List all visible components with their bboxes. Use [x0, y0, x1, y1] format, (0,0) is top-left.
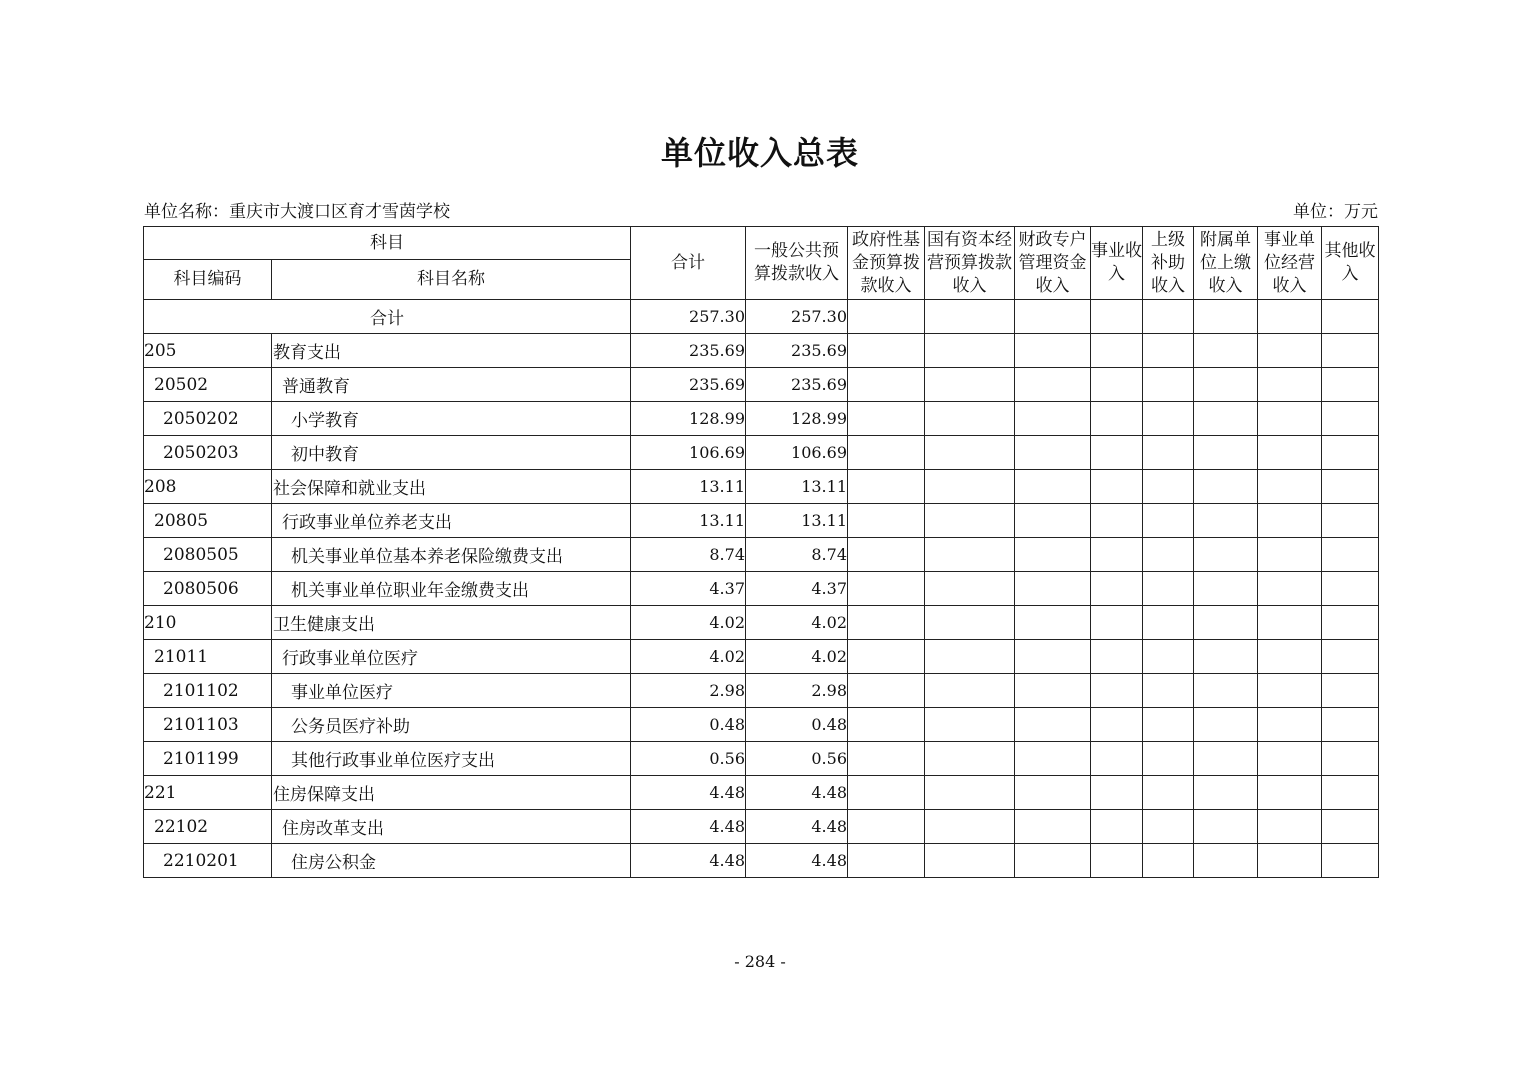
subject-name-cell: 普通教育	[272, 368, 631, 402]
header-total: 合计	[631, 227, 746, 300]
empty-cell	[1322, 776, 1379, 810]
table-header	[144, 227, 1379, 300]
empty-cell	[1194, 572, 1258, 606]
total-cell: 8.74	[631, 538, 746, 572]
subject-name-cell: 其他行政事业单位医疗支出	[272, 742, 631, 776]
empty-cell	[1091, 844, 1143, 878]
empty-cell	[1258, 300, 1322, 334]
empty-cell	[848, 538, 925, 572]
empty-cell	[1194, 742, 1258, 776]
total-row-label: 合计	[144, 300, 631, 334]
total-cell: 4.48	[631, 810, 746, 844]
total-cell: 4.02	[631, 606, 746, 640]
table-row	[144, 470, 1379, 504]
general-budget-cell: 235.69	[746, 334, 848, 368]
empty-cell	[1194, 844, 1258, 878]
empty-cell	[1015, 742, 1091, 776]
empty-cell	[848, 640, 925, 674]
subject-code-cell: 2080505	[144, 538, 272, 572]
empty-cell	[1258, 436, 1322, 470]
total-cell: 4.02	[631, 640, 746, 674]
general-budget-cell: 4.48	[746, 776, 848, 810]
empty-cell	[1091, 810, 1143, 844]
empty-cell	[1143, 742, 1194, 776]
total-row	[144, 300, 1379, 334]
empty-cell	[1258, 402, 1322, 436]
empty-cell	[1143, 844, 1194, 878]
subject-code-cell: 2101103	[144, 708, 272, 742]
empty-cell	[1322, 368, 1379, 402]
empty-cell	[848, 334, 925, 368]
empty-cell	[1194, 776, 1258, 810]
table-row	[144, 640, 1379, 674]
empty-cell	[1322, 742, 1379, 776]
subject-name-cell: 行政事业单位养老支出	[272, 504, 631, 538]
empty-cell	[848, 708, 925, 742]
empty-cell	[1258, 606, 1322, 640]
empty-cell	[925, 810, 1015, 844]
empty-cell	[1015, 810, 1091, 844]
empty-cell	[1091, 674, 1143, 708]
empty-cell	[1091, 504, 1143, 538]
general-budget-cell: 4.02	[746, 606, 848, 640]
header-superior-subsidy: 上级补助收入	[1143, 227, 1194, 300]
table-meta	[144, 197, 1378, 221]
empty-cell	[1194, 334, 1258, 368]
empty-cell	[925, 538, 1015, 572]
subject-code-cell: 2080506	[144, 572, 272, 606]
subject-name-cell: 小学教育	[272, 402, 631, 436]
empty-cell	[925, 436, 1015, 470]
empty-cell	[1015, 674, 1091, 708]
empty-cell	[1015, 606, 1091, 640]
empty-cell	[1258, 708, 1322, 742]
empty-cell	[1015, 368, 1091, 402]
empty-cell	[1091, 402, 1143, 436]
total-cell: 4.48	[631, 776, 746, 810]
table-row	[144, 368, 1379, 402]
general-budget-cell: 106.69	[746, 436, 848, 470]
empty-cell	[1258, 470, 1322, 504]
empty-cell	[848, 674, 925, 708]
empty-cell	[1143, 572, 1194, 606]
empty-cell	[1015, 708, 1091, 742]
empty-cell	[1143, 368, 1194, 402]
header-gov-fund: 政府性基金预算拨款收入	[848, 227, 925, 300]
subject-code-cell: 2210201	[144, 844, 272, 878]
empty-cell	[1258, 844, 1322, 878]
income-summary-table	[143, 226, 1379, 878]
empty-cell	[848, 742, 925, 776]
total-cell: 235.69	[631, 334, 746, 368]
table-row	[144, 776, 1379, 810]
empty-cell	[925, 776, 1015, 810]
empty-cell	[1194, 538, 1258, 572]
empty-cell	[925, 674, 1015, 708]
subject-name-cell: 机关事业单位职业年金缴费支出	[272, 572, 631, 606]
empty-cell	[925, 402, 1015, 436]
subject-name-cell: 教育支出	[272, 334, 631, 368]
empty-cell	[1322, 810, 1379, 844]
empty-cell	[848, 810, 925, 844]
table-row	[144, 844, 1379, 878]
total-cell: 2.98	[631, 674, 746, 708]
general-budget-cell: 13.11	[746, 470, 848, 504]
empty-cell	[1194, 504, 1258, 538]
empty-cell	[1194, 300, 1258, 334]
empty-cell	[1322, 606, 1379, 640]
subject-code-cell: 2101102	[144, 674, 272, 708]
general-budget-cell: 4.02	[746, 640, 848, 674]
subject-code-cell: 2101199	[144, 742, 272, 776]
empty-cell	[925, 572, 1015, 606]
empty-cell	[1091, 708, 1143, 742]
table-body	[144, 300, 1379, 878]
empty-cell	[1143, 606, 1194, 640]
empty-cell	[1258, 368, 1322, 402]
empty-cell	[925, 708, 1015, 742]
subject-name-cell: 社会保障和就业支出	[272, 470, 631, 504]
empty-cell	[1194, 368, 1258, 402]
empty-cell	[1015, 640, 1091, 674]
general-budget-cell: 2.98	[746, 674, 848, 708]
header-general-budget: 一般公共预算拨款收入	[746, 227, 848, 300]
empty-cell	[1143, 436, 1194, 470]
empty-cell	[1258, 538, 1322, 572]
total-cell: 0.48	[631, 708, 746, 742]
table-row	[144, 334, 1379, 368]
general-budget-cell: 4.37	[746, 572, 848, 606]
empty-cell	[925, 470, 1015, 504]
empty-cell	[1258, 776, 1322, 810]
empty-cell	[1015, 504, 1091, 538]
general-budget-cell: 4.48	[746, 810, 848, 844]
empty-cell	[1143, 334, 1194, 368]
empty-cell	[1015, 402, 1091, 436]
empty-cell	[1143, 708, 1194, 742]
header-operating-income: 事业单位经营收入	[1258, 227, 1322, 300]
empty-cell	[1015, 538, 1091, 572]
subject-name-cell: 住房保障支出	[272, 776, 631, 810]
total-row-general-budget: 257.30	[746, 300, 848, 334]
empty-cell	[1091, 572, 1143, 606]
empty-cell	[848, 844, 925, 878]
empty-cell	[1194, 470, 1258, 504]
empty-cell	[1194, 674, 1258, 708]
empty-cell	[1143, 810, 1194, 844]
empty-cell	[1322, 300, 1379, 334]
general-budget-cell: 8.74	[746, 538, 848, 572]
empty-cell	[848, 572, 925, 606]
table-row	[144, 606, 1379, 640]
empty-cell	[1091, 538, 1143, 572]
empty-cell	[1322, 572, 1379, 606]
total-cell: 13.11	[631, 504, 746, 538]
subject-name-cell: 住房改革支出	[272, 810, 631, 844]
empty-cell	[848, 402, 925, 436]
empty-cell	[1143, 470, 1194, 504]
empty-cell	[848, 606, 925, 640]
subject-name-cell: 事业单位医疗	[272, 674, 631, 708]
empty-cell	[1091, 334, 1143, 368]
subject-name-cell: 初中教育	[272, 436, 631, 470]
empty-cell	[1091, 470, 1143, 504]
empty-cell	[1258, 572, 1322, 606]
empty-cell	[1143, 640, 1194, 674]
header-state-capital: 国有资本经营预算拨款收入	[925, 227, 1015, 300]
empty-cell	[925, 368, 1015, 402]
empty-cell	[1015, 776, 1091, 810]
empty-cell	[1091, 436, 1143, 470]
subject-code-cell: 20805	[144, 504, 272, 538]
table-row	[144, 708, 1379, 742]
subject-code-cell: 210	[144, 606, 272, 640]
subject-code-cell: 205	[144, 334, 272, 368]
empty-cell	[1194, 640, 1258, 674]
empty-cell	[1194, 436, 1258, 470]
empty-cell	[1322, 470, 1379, 504]
subject-code-cell: 21011	[144, 640, 272, 674]
subject-code-cell: 22102	[144, 810, 272, 844]
empty-cell	[848, 368, 925, 402]
total-cell: 13.11	[631, 470, 746, 504]
empty-cell	[1015, 334, 1091, 368]
table-row	[144, 436, 1379, 470]
empty-cell	[1143, 674, 1194, 708]
empty-cell	[1322, 504, 1379, 538]
empty-cell	[1258, 640, 1322, 674]
total-cell: 128.99	[631, 402, 746, 436]
general-budget-cell: 235.69	[746, 368, 848, 402]
subject-code-cell: 2050202	[144, 402, 272, 436]
empty-cell	[1015, 470, 1091, 504]
total-row-total: 257.30	[631, 300, 746, 334]
empty-cell	[1015, 300, 1091, 334]
subject-name-cell: 卫生健康支出	[272, 606, 631, 640]
page-title: 单位收入总表	[660, 134, 859, 172]
subject-code-cell: 208	[144, 470, 272, 504]
subject-name-cell: 机关事业单位基本养老保险缴费支出	[272, 538, 631, 572]
table-row	[144, 402, 1379, 436]
empty-cell	[848, 436, 925, 470]
total-cell: 4.37	[631, 572, 746, 606]
empty-cell	[1143, 300, 1194, 334]
empty-cell	[1258, 674, 1322, 708]
table-row	[144, 742, 1379, 776]
empty-cell	[848, 470, 925, 504]
general-budget-cell: 13.11	[746, 504, 848, 538]
header-fiscal-special: 财政专户管理资金收入	[1015, 227, 1091, 300]
general-budget-cell: 4.48	[746, 844, 848, 878]
empty-cell	[1322, 674, 1379, 708]
empty-cell	[1143, 402, 1194, 436]
total-cell: 235.69	[631, 368, 746, 402]
empty-cell	[1194, 810, 1258, 844]
empty-cell	[1015, 436, 1091, 470]
empty-cell	[1091, 776, 1143, 810]
table-row	[144, 674, 1379, 708]
empty-cell	[1258, 504, 1322, 538]
subject-code-cell: 20502	[144, 368, 272, 402]
empty-cell	[848, 300, 925, 334]
empty-cell	[1322, 708, 1379, 742]
empty-cell	[1258, 810, 1322, 844]
empty-cell	[1091, 300, 1143, 334]
total-cell: 4.48	[631, 844, 746, 878]
page-number: - 284 -	[734, 952, 786, 971]
total-cell: 106.69	[631, 436, 746, 470]
empty-cell	[1322, 640, 1379, 674]
table-row	[144, 538, 1379, 572]
empty-cell	[1194, 708, 1258, 742]
empty-cell	[925, 742, 1015, 776]
subject-code-cell: 221	[144, 776, 272, 810]
header-subject-code: 科目编码	[144, 260, 272, 300]
empty-cell	[1258, 334, 1322, 368]
subject-name-cell: 公务员医疗补助	[272, 708, 631, 742]
empty-cell	[1015, 572, 1091, 606]
empty-cell	[1322, 402, 1379, 436]
empty-cell	[848, 776, 925, 810]
header-affiliated-income: 附属单位上缴收入	[1194, 227, 1258, 300]
table-row	[144, 572, 1379, 606]
general-budget-cell: 0.48	[746, 708, 848, 742]
empty-cell	[1143, 504, 1194, 538]
header-business-income: 事业收入	[1091, 227, 1143, 300]
empty-cell	[1091, 640, 1143, 674]
empty-cell	[925, 844, 1015, 878]
unit-measure-label: 单位：万元	[1293, 202, 1378, 222]
empty-cell	[1015, 844, 1091, 878]
empty-cell	[1194, 402, 1258, 436]
empty-cell	[1322, 334, 1379, 368]
subject-code-cell: 2050203	[144, 436, 272, 470]
empty-cell	[1322, 538, 1379, 572]
table-row	[144, 504, 1379, 538]
empty-cell	[1322, 436, 1379, 470]
total-cell: 0.56	[631, 742, 746, 776]
header-subject-name: 科目名称	[272, 260, 631, 300]
table-row	[144, 810, 1379, 844]
empty-cell	[925, 504, 1015, 538]
empty-cell	[925, 606, 1015, 640]
subject-name-cell: 行政事业单位医疗	[272, 640, 631, 674]
empty-cell	[925, 334, 1015, 368]
empty-cell	[1143, 538, 1194, 572]
header-other-income: 其他收入	[1322, 227, 1379, 300]
general-budget-cell: 128.99	[746, 402, 848, 436]
empty-cell	[1091, 742, 1143, 776]
empty-cell	[1322, 844, 1379, 878]
empty-cell	[1143, 776, 1194, 810]
unit-name-label: 单位名称：重庆市大渡口区育才雪茵学校	[144, 202, 450, 222]
empty-cell	[1194, 606, 1258, 640]
empty-cell	[1258, 742, 1322, 776]
header-subject: 科目	[144, 227, 631, 260]
general-budget-cell: 0.56	[746, 742, 848, 776]
empty-cell	[1091, 368, 1143, 402]
subject-name-cell: 住房公积金	[272, 844, 631, 878]
empty-cell	[925, 300, 1015, 334]
empty-cell	[848, 504, 925, 538]
empty-cell	[925, 640, 1015, 674]
empty-cell	[1091, 606, 1143, 640]
